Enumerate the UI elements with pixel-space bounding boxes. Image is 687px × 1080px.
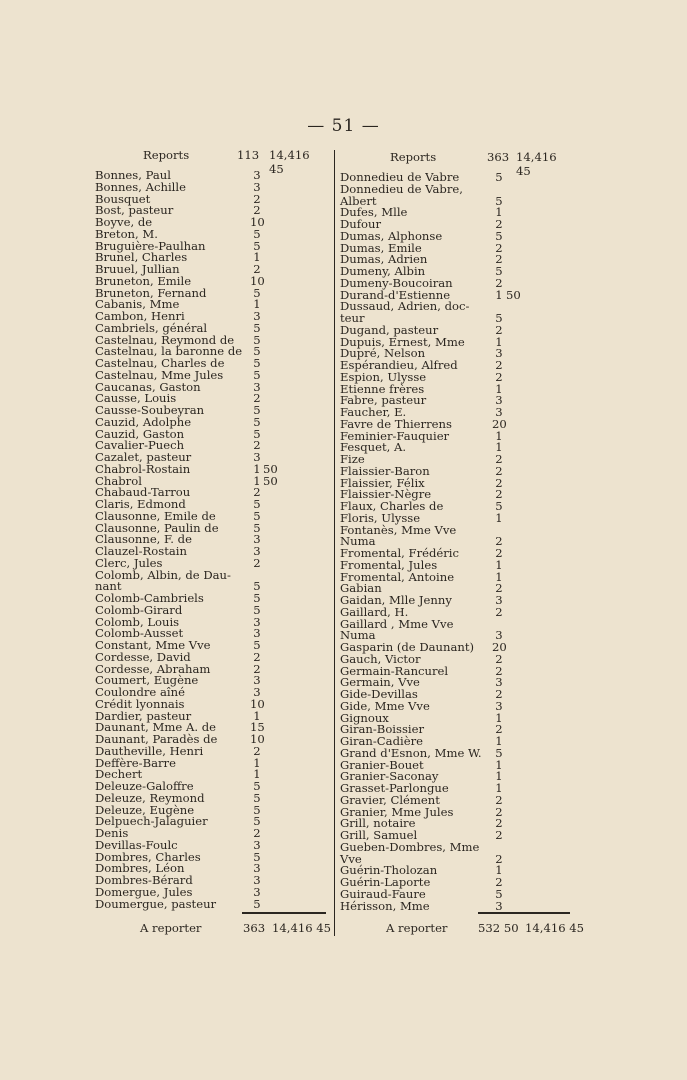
entry-value: 5 bbox=[253, 802, 261, 817]
entry-value: 5 bbox=[253, 520, 261, 535]
entry-name: Fromental, Antoine bbox=[340, 569, 455, 584]
entry-value: 2 bbox=[495, 217, 503, 231]
entry-value: 1 bbox=[495, 863, 503, 878]
entry-value: 2 bbox=[495, 687, 503, 701]
entry-value: 3 bbox=[253, 861, 261, 876]
entry-name: Cabanis, Mme bbox=[95, 297, 180, 312]
entry-name: Gide, Mme Vve bbox=[340, 698, 430, 713]
right-header-label: Reports bbox=[390, 150, 437, 164]
entry-name: Castelnau, Mme Jules bbox=[95, 367, 224, 382]
entry-name: Cambriels, général bbox=[95, 320, 208, 335]
entry-value: 5 bbox=[495, 264, 503, 278]
entry-name: Claris, Edmond bbox=[95, 497, 186, 511]
entry-name: Fromental, Frédéric bbox=[340, 546, 460, 560]
entry-name: Gravier, Clément bbox=[340, 792, 440, 807]
entry-value: 2 bbox=[495, 816, 503, 831]
entry-value: 1 bbox=[495, 734, 503, 748]
entry-name: Castelnau, la baronne de bbox=[95, 344, 243, 359]
entry-value: 2 bbox=[495, 651, 503, 666]
entry-name: Hérisson, Mme bbox=[340, 898, 430, 913]
entry-value: 3 bbox=[495, 593, 503, 607]
entry-name: Dussaud, Adrien, doc- bbox=[340, 299, 470, 314]
entry-name: Dugand, pasteur bbox=[340, 322, 439, 337]
entry-name: Gauch, Victor bbox=[340, 651, 421, 666]
entry-value: 2 bbox=[253, 391, 261, 406]
entry-value: 1 bbox=[253, 461, 261, 476]
entry-name: Dumas, Emile bbox=[340, 240, 422, 255]
entry-value: 10 bbox=[250, 696, 265, 711]
entry-name: Dombres, Charles bbox=[95, 849, 201, 864]
entry-value: 3 bbox=[253, 685, 261, 699]
left-header-count: 113 bbox=[237, 148, 260, 162]
entry-name: Gaidan, Mlle Jenny bbox=[340, 593, 452, 607]
entry-name: Breton, M. bbox=[95, 226, 158, 241]
entry-name: Dumas, Adrien bbox=[340, 252, 428, 267]
entry-value: 3 bbox=[253, 309, 261, 323]
entry-name: Causse-Soubeyran bbox=[95, 403, 205, 417]
entry-value: 1 bbox=[495, 781, 503, 795]
entry-value: 10 bbox=[250, 732, 265, 746]
entry-value: 2 bbox=[495, 463, 503, 478]
entry-name: Colomb-Cambriels bbox=[95, 591, 204, 605]
entry-name: Dechert bbox=[95, 767, 143, 782]
left-entries bbox=[95, 170, 327, 910]
entry-name: Faucher, E. bbox=[340, 405, 407, 419]
entry-name: Cazalet, pasteur bbox=[95, 450, 192, 464]
entry-value: 5 bbox=[253, 226, 261, 241]
entry-name: Gide-Devillas bbox=[340, 687, 418, 701]
entry-name: Bruuel, Jullian bbox=[95, 262, 180, 276]
entry-name: Fize bbox=[340, 452, 365, 466]
entry-name: Fesquet, A. bbox=[340, 440, 407, 455]
entry-name: Cavalier-Puech bbox=[95, 438, 185, 453]
entry-value: 5 bbox=[253, 356, 261, 370]
entry-name: Deffère-Barre bbox=[95, 755, 176, 770]
entry-value: 3 bbox=[495, 628, 503, 643]
entry-value: 5 bbox=[253, 426, 261, 441]
entry-value: 3 bbox=[495, 405, 503, 419]
page-number: — 51 — bbox=[307, 116, 380, 136]
entry-value: 20 bbox=[492, 640, 507, 654]
left-header-label: Reports bbox=[143, 148, 190, 162]
entry-name: Dumeny, Albin bbox=[340, 264, 426, 278]
entry-value: 3 bbox=[253, 884, 261, 899]
entry-name: Granier, Mme Jules bbox=[340, 804, 454, 819]
entry-name: Flaissier, Félix bbox=[340, 475, 425, 490]
entry-value: 2 bbox=[253, 262, 261, 276]
entry-value: 1 bbox=[495, 381, 503, 396]
entry-name: Causse, Louis bbox=[95, 391, 177, 406]
entry-name: Guérin-Laporte bbox=[340, 875, 431, 889]
entry-name: Bruneton, Fernand bbox=[95, 285, 207, 300]
left-header-amount: 14,416 45 bbox=[269, 148, 310, 176]
left-footer-count: 363 bbox=[243, 921, 266, 935]
entry-name: Crédit lyonnais bbox=[95, 696, 185, 711]
entry-name: Chabrol bbox=[95, 473, 142, 488]
entry-value: 5 bbox=[253, 497, 261, 511]
entry-name: Numa bbox=[340, 534, 376, 549]
entry-name: Dombres-Bérard bbox=[95, 873, 193, 887]
entry-value: 2 bbox=[253, 203, 261, 218]
entry-name: Grill, notaire bbox=[340, 816, 416, 831]
entry-value: 2 bbox=[495, 722, 503, 737]
entry-name: Durand-d'Estienne bbox=[340, 287, 451, 302]
entry-value: 5 bbox=[253, 790, 261, 805]
entry-name: Giran-Boissier bbox=[340, 722, 425, 737]
entry-name: Bonnes, Paul bbox=[95, 168, 171, 182]
entry-name: Constant, Mme Vve bbox=[95, 638, 211, 652]
entry-name: teur bbox=[340, 311, 365, 325]
entry-name: Granier-Bouet bbox=[340, 757, 424, 772]
entry-name: Gignoux bbox=[340, 710, 389, 725]
entry-cents: 50 bbox=[263, 473, 278, 488]
entry-value: 5 bbox=[253, 285, 261, 300]
entry-value: 5 bbox=[253, 602, 261, 617]
entry-value: 2 bbox=[495, 534, 503, 549]
entry-value: 1 bbox=[495, 428, 503, 443]
entry-value: 5 bbox=[495, 745, 503, 760]
entry-value: 3 bbox=[495, 898, 503, 913]
entry-value: 1 bbox=[253, 708, 261, 723]
entry-name: Daunant, Mme A. de bbox=[95, 720, 216, 735]
right-footer-label: A reporter bbox=[386, 921, 448, 935]
entry-value: 3 bbox=[253, 614, 261, 629]
entry-value: 1 bbox=[253, 755, 261, 770]
entry-value: 5 bbox=[253, 414, 261, 429]
entry-name: Giran-Cadière bbox=[340, 734, 423, 748]
entry-value: 5 bbox=[253, 591, 261, 605]
entry-name: Germain, Vve bbox=[340, 675, 420, 690]
entry-name: Cauzid, Gaston bbox=[95, 426, 185, 441]
entry-name: Dardier, pasteur bbox=[95, 708, 192, 723]
entry-name: Chabaud-Tarrou bbox=[95, 485, 191, 500]
entry-name: Donnedieu de Vabre bbox=[340, 170, 460, 184]
entry-value: 3 bbox=[253, 379, 261, 394]
entry-value: 2 bbox=[495, 487, 503, 502]
entry-name: Colomb, Albin, de Dau- bbox=[95, 567, 231, 582]
entry-value: 2 bbox=[253, 191, 261, 206]
entry-value: 3 bbox=[495, 393, 503, 408]
entry-name: Vve bbox=[340, 851, 362, 866]
left-footer-amount: 14,416 45 bbox=[272, 921, 332, 935]
entry-name: Gasparin (de Daunant) bbox=[340, 640, 475, 654]
entry-value: 2 bbox=[495, 804, 503, 819]
entry-value: 10 bbox=[250, 215, 265, 229]
entry-name: Clausonne, Paulin de bbox=[95, 520, 219, 535]
entry-value: 1 bbox=[253, 297, 261, 312]
entry-value: 2 bbox=[495, 792, 503, 807]
right-total-rule bbox=[478, 912, 570, 914]
entry-value: 5 bbox=[253, 332, 261, 347]
entry-value: 2 bbox=[495, 851, 503, 866]
entry-name: Germain-Rancurel bbox=[340, 663, 449, 678]
entry-name: Donnedieu de Vabre, bbox=[340, 181, 463, 196]
entry-name: Dufour bbox=[340, 217, 382, 231]
right-header-amount: 14,416 45 bbox=[516, 150, 557, 178]
entry-value: 5 bbox=[253, 403, 261, 417]
entry-name: Fontanès, Mme Vve bbox=[340, 522, 457, 537]
entry-value: 2 bbox=[495, 322, 503, 337]
entry-value: 2 bbox=[495, 828, 503, 842]
entry-value: 5 bbox=[253, 238, 261, 253]
entry-value: 2 bbox=[253, 555, 261, 570]
entry-name: Dumeny-Boucoiran bbox=[340, 275, 453, 290]
entry-value: 2 bbox=[495, 663, 503, 678]
entry-value: 5 bbox=[253, 320, 261, 335]
entry-name: Cauzid, Adolphe bbox=[95, 414, 192, 429]
entry-value: 1 bbox=[495, 757, 503, 772]
entry-name: Etienne frères bbox=[340, 381, 425, 396]
entry-value: 1 bbox=[495, 510, 503, 525]
entry-value: 5 bbox=[495, 228, 503, 243]
entry-value: 5 bbox=[253, 508, 261, 523]
entry-name: Coulondre aîné bbox=[95, 685, 185, 699]
entry-value: 1 bbox=[495, 569, 503, 584]
entry-name: Favre de Thierrens bbox=[340, 416, 452, 431]
entry-value: 1 bbox=[253, 250, 261, 265]
entry-name: Cordesse, David bbox=[95, 649, 191, 664]
left-column bbox=[95, 148, 327, 910]
entry-name: Chabrol-Rostain bbox=[95, 461, 191, 476]
entry-name: Albert bbox=[340, 193, 377, 208]
entry-name: Grand d'Esnon, Mme W. bbox=[340, 745, 482, 760]
entry-name: Flaux, Charles de bbox=[340, 499, 444, 513]
column-separator bbox=[334, 150, 335, 936]
entry-value: 5 bbox=[495, 311, 503, 325]
entry-name: Gaillard, H. bbox=[340, 604, 409, 619]
entry-name: Granier-Saconay bbox=[340, 769, 439, 784]
entry-name: Fabre, pasteur bbox=[340, 393, 427, 408]
entry-name: Delpuech-Jalaguier bbox=[95, 814, 208, 829]
entry-value: 15 bbox=[250, 720, 265, 735]
entry-name: Grill, Samuel bbox=[340, 828, 418, 842]
entry-name: nant bbox=[95, 579, 122, 594]
entry-name: Guérin-Tholozan bbox=[340, 863, 438, 878]
entry-name: Dupré, Nelson bbox=[340, 346, 426, 361]
entry-name: Espion, Ulysse bbox=[340, 369, 427, 384]
list-item bbox=[340, 898, 572, 913]
right-header-count: 363 bbox=[487, 150, 510, 164]
entry-name: Bruneton, Emile bbox=[95, 273, 192, 288]
entry-name: Flaissier-Nègre bbox=[340, 487, 432, 502]
right-footer-amount: 14,416 45 bbox=[525, 921, 585, 935]
entry-value: 2 bbox=[495, 581, 503, 596]
entry-value: 1 bbox=[495, 440, 503, 455]
entry-name: Castelnau, Reymond de bbox=[95, 332, 235, 347]
list-item bbox=[340, 301, 572, 313]
entry-value: 5 bbox=[253, 849, 261, 864]
entry-name: Denis bbox=[95, 826, 129, 840]
entry-value: 5 bbox=[253, 814, 261, 829]
entry-name: Numa bbox=[340, 628, 376, 643]
entry-value: 2 bbox=[495, 475, 503, 490]
entry-name: Dufes, Mlle bbox=[340, 205, 408, 220]
list-item bbox=[95, 896, 327, 911]
left-footer-label: A reporter bbox=[140, 921, 202, 935]
entry-value: 5 bbox=[253, 779, 261, 793]
entry-name: Bousquet bbox=[95, 191, 151, 206]
entry-value: 2 bbox=[253, 485, 261, 500]
entry-value: 5 bbox=[495, 170, 503, 184]
entry-name: Castelnau, Charles de bbox=[95, 356, 225, 370]
entry-name: Domergue, Jules bbox=[95, 884, 193, 899]
entry-name: Espérandieu, Alfred bbox=[340, 358, 458, 372]
entry-value: 1 bbox=[495, 287, 503, 302]
entry-value: 2 bbox=[253, 649, 261, 664]
entry-name: Bonnes, Achille bbox=[95, 179, 186, 194]
entry-name: Daunant, Paradès de bbox=[95, 732, 218, 746]
entry-value: 2 bbox=[495, 240, 503, 255]
entry-name: Clausonne, Emile de bbox=[95, 508, 216, 523]
entry-name: Doumergue, pasteur bbox=[95, 896, 217, 911]
right-column bbox=[340, 150, 572, 912]
entry-value: 3 bbox=[253, 673, 261, 688]
entry-value: 3 bbox=[495, 346, 503, 361]
entry-value: 10 bbox=[250, 273, 265, 288]
entry-name: Dupuis, Ernest, Mme bbox=[340, 334, 465, 349]
entry-name: Clerc, Jules bbox=[95, 555, 163, 570]
entry-value: 2 bbox=[495, 252, 503, 267]
entry-name: Colomb, Louis bbox=[95, 614, 180, 629]
entry-name: Brunel, Charles bbox=[95, 250, 188, 265]
entry-value: 5 bbox=[253, 344, 261, 359]
entry-name: Deleuze, Eugène bbox=[95, 802, 195, 817]
entry-cents: 50 bbox=[506, 287, 521, 302]
entry-value: 3 bbox=[253, 179, 261, 194]
entry-value: 5 bbox=[253, 638, 261, 652]
entry-value: 5 bbox=[253, 579, 261, 594]
entry-value: 2 bbox=[495, 275, 503, 290]
entry-name: Clauzel-Rostain bbox=[95, 544, 187, 558]
left-total-rule bbox=[242, 912, 326, 914]
list-item bbox=[95, 816, 327, 828]
entry-value: 2 bbox=[495, 604, 503, 619]
entry-value: 1 bbox=[495, 205, 503, 220]
entry-name: Grasset-Parlongue bbox=[340, 781, 449, 795]
right-footer-count: 532 50 bbox=[478, 921, 519, 935]
entry-value: 2 bbox=[495, 358, 503, 372]
entry-value: 5 bbox=[495, 193, 503, 208]
entry-value: 1 bbox=[253, 473, 261, 488]
entry-value: 5 bbox=[253, 896, 261, 911]
entry-value: 1 bbox=[495, 557, 503, 572]
entry-value: 5 bbox=[253, 367, 261, 382]
entry-name: Gabian bbox=[340, 581, 382, 596]
entry-name: Deleuze, Reymond bbox=[95, 790, 205, 805]
entry-value: 1 bbox=[495, 769, 503, 784]
entry-value: 1 bbox=[495, 710, 503, 725]
entry-name: Boyve, de bbox=[95, 215, 153, 229]
entry-value: 2 bbox=[495, 452, 503, 466]
list-item bbox=[340, 839, 572, 854]
entry-value: 3 bbox=[495, 698, 503, 713]
entry-name: Dautheville, Henri bbox=[95, 743, 204, 758]
entry-value: 5 bbox=[495, 886, 503, 901]
entry-value: 2 bbox=[495, 369, 503, 384]
entry-value: 3 bbox=[253, 168, 261, 182]
list-item bbox=[95, 567, 327, 582]
entry-value: 3 bbox=[253, 544, 261, 558]
entry-value: 3 bbox=[495, 675, 503, 690]
entry-value: 3 bbox=[253, 626, 261, 641]
entry-name: Devillas-Foulc bbox=[95, 837, 178, 852]
entry-value: 20 bbox=[492, 416, 507, 431]
entry-name: Gaillard , Mme Vve bbox=[340, 616, 454, 631]
list-item bbox=[340, 442, 572, 454]
entry-name: Floris, Ulysse bbox=[340, 510, 421, 525]
entry-name: Colomb-Ausset bbox=[95, 626, 184, 641]
entry-name: Feminier-Fauquier bbox=[340, 428, 450, 443]
entry-value: 2 bbox=[253, 438, 261, 453]
entry-name: Dombres, Léon bbox=[95, 861, 185, 876]
entry-name: Colomb-Girard bbox=[95, 602, 183, 617]
entry-name: Clausonne, F. de bbox=[95, 532, 192, 547]
entry-value: 5 bbox=[495, 499, 503, 513]
entry-value: 2 bbox=[253, 826, 261, 840]
entry-value: 2 bbox=[253, 743, 261, 758]
entry-name: Deleuze-Galoffre bbox=[95, 779, 194, 793]
entry-name: Cambon, Henri bbox=[95, 309, 185, 323]
entry-name: Dumas, Alphonse bbox=[340, 228, 443, 243]
entry-name: Coumert, Eugène bbox=[95, 673, 199, 688]
entry-value: 3 bbox=[253, 837, 261, 852]
entry-value: 3 bbox=[253, 450, 261, 464]
entry-name: Flaissier-Baron bbox=[340, 463, 430, 478]
entry-value: 1 bbox=[495, 334, 503, 349]
entry-value: 3 bbox=[253, 532, 261, 547]
entry-name: Bost, pasteur bbox=[95, 203, 174, 218]
entry-name: Gueben-Dombres, Mme bbox=[340, 839, 480, 854]
entry-name: Fromental, Jules bbox=[340, 557, 438, 572]
entry-name: Caucanas, Gaston bbox=[95, 379, 201, 394]
entry-name: Cordesse, Abraham bbox=[95, 661, 211, 676]
entry-value: 2 bbox=[495, 546, 503, 560]
entry-value: 3 bbox=[253, 873, 261, 887]
entry-name: Bruguière-Paulhan bbox=[95, 238, 206, 253]
entry-name: Guiraud-Faure bbox=[340, 886, 426, 901]
entry-cents: 50 bbox=[263, 461, 278, 476]
entry-value: 1 bbox=[253, 767, 261, 782]
entry-value: 2 bbox=[253, 661, 261, 676]
entry-value: 2 bbox=[495, 875, 503, 889]
right-entries bbox=[340, 172, 572, 912]
